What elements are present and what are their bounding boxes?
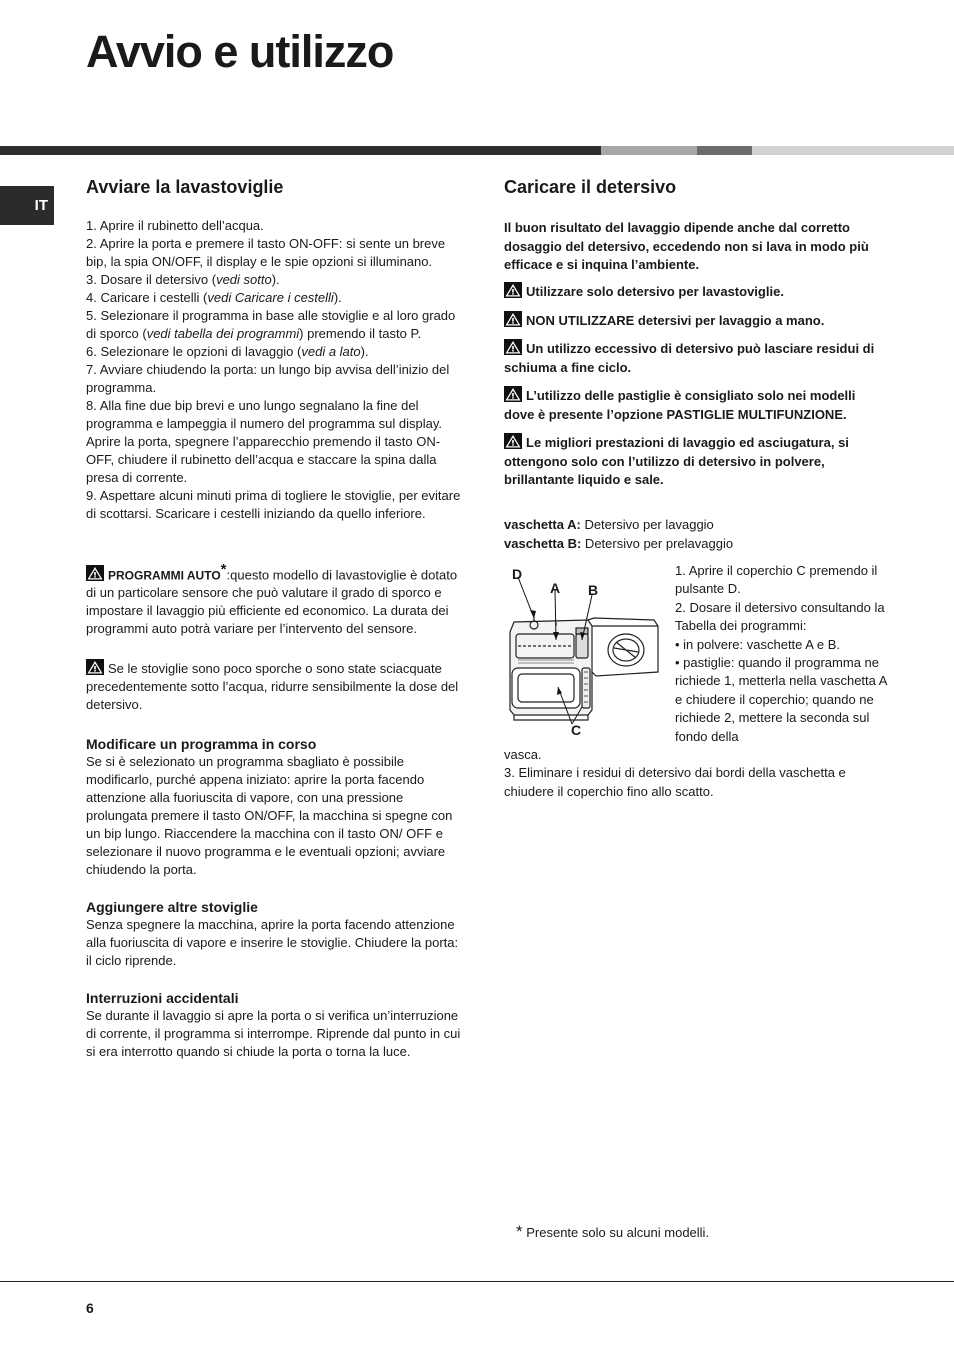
instruction-item: vasca. <box>504 747 542 762</box>
step-item: 4. Caricare i cestelli (vedi Caricare i cestelli). <box>86 290 342 305</box>
warning-list <box>504 282 879 490</box>
footnote: * Presente solo su alcuni modelli. <box>516 1222 710 1241</box>
dispenser-instructions-cont <box>504 746 884 801</box>
label-c: C <box>571 722 582 738</box>
step-item: 7. Avviare chiudendo la porta: un lungo bip avvisa dell’inizio del programma. <box>86 362 450 395</box>
start-steps <box>86 217 466 523</box>
page-title: Avvio e utilizzo <box>86 26 394 77</box>
modify-text: Se si è selezionato un programma sbagliato è possibile modificarlo, purché appena iniziato: aprire la porta facendo attenzione alla fuoriuscita di vapore, con una pressione prolungata premere il tasto ON/OFF, la macchina si spegne con un bip lungo. Riaccendere la macchina con il tasto ON/ OFF e selezionare il nuovo programma e le eventuali opzioni; avviare chiudendo la porta. <box>86 754 453 877</box>
header-bar-light <box>752 146 954 155</box>
header-bar-mid <box>601 146 697 155</box>
dirty-dishes-note: Se le stoviglie sono poco sporche o sono state sciacquate precedentemente sotto l’acqua, ridurre sensibilmente la dose del detersivo. <box>86 661 459 712</box>
start-heading: Avviare la lavastoviglie <box>86 177 284 197</box>
add-section <box>86 898 466 970</box>
instruction-item: • in polvere: vaschette A e B. <box>675 636 840 652</box>
warning-item: L’utilizzo delle pastiglie è consigliato solo nei modelli dove è presente l’opzione PASTIGLIE MULTIFUNZIONE. <box>504 388 856 422</box>
warning-icon <box>504 311 522 327</box>
add-text: Senza spegnere la macchina, aprire la porta facendo attenzione alla fuoriuscita di vapore e inserire le stoviglie. Chiudere la porta: il ciclo riprende. <box>86 917 459 968</box>
step-item: 6. Selezionare le opzioni di lavaggio (vedi a lato). <box>86 344 369 359</box>
step-item: 1. Aprire il rubinetto dell’acqua. <box>86 218 264 233</box>
detergent-heading: Caricare il detersivo <box>504 177 677 197</box>
label-b: B <box>588 582 599 598</box>
header-bar-dim <box>697 146 752 155</box>
dispenser-drawing <box>504 562 664 742</box>
compartment-legend: vaschetta A: Detersivo per lavaggio vaschetta B: Detersivo per prelavaggio <box>504 517 734 551</box>
instruction-item: 3. Eliminare i residui di detersivo dai bordi della vaschetta e chiudere il coperchio fino allo scatto. <box>504 765 846 799</box>
language-tab: IT <box>0 186 54 225</box>
dispenser-instructions <box>675 562 890 746</box>
warning-item: NON UTILIZZARE detersivi per lavaggio a mano. <box>504 311 879 331</box>
step-item: 5. Selezionare il programma in base alle stoviglie e al loro grado di sporco (vedi tabella dei programmi) premendo il tasto P. <box>86 308 456 341</box>
warning-icon <box>504 339 522 355</box>
label-a: A <box>550 580 561 596</box>
footer-rule <box>0 1281 954 1282</box>
page-number: 6 <box>86 1300 94 1316</box>
label-d: D <box>512 566 523 582</box>
header-bar-dark <box>0 146 601 155</box>
warning-item: Un utilizzo eccessivo di detersivo può lasciare residui di schiuma a fine ciclo. <box>504 341 875 375</box>
warning-item: Utilizzare solo detersivo per lavastoviglie. <box>504 282 879 302</box>
interrupt-text: Se durante il lavaggio si apre la porta o si verifica un’interruzione di corrente, il programma si interrompe. Riprende dal punto in cui si era interrotto quando si chiude la porta o torna la luce. <box>86 1008 461 1059</box>
warning-icon <box>86 659 104 675</box>
detergent-intro: Il buon risultato del lavaggio dipende anche dal corretto dosaggio del detersivo, eccedendo non si lava in modo più efficace e si inquina l’ambiente. <box>504 220 869 272</box>
interrupt-section <box>86 989 466 1061</box>
warning-icon <box>504 386 522 402</box>
step-item: 3. Dosare il detersivo (vedi sotto). <box>86 272 280 287</box>
add-title: Aggiungere altre stoviglie <box>86 899 258 915</box>
instruction-item: • pastiglie: quando il programma ne richiede 1, metterla nella vaschetta A e chiudere il coperchio; quando ne richiede 2, mettere la seconda sul fondo della <box>675 655 887 744</box>
step-item: 9. Aspettare alcuni minuti prima di togliere le stoviglie, per evitare di scottarsi. Scaricare i cestelli iniziando da quello inferiore. <box>86 488 461 521</box>
instruction-item: 2. Dosare il detersivo consultando la Tabella dei programmi: <box>675 599 885 634</box>
instruction-item: 1. Aprire il coperchio C premendo il pulsante D. <box>675 563 878 597</box>
interrupt-title: Interruzioni accidentali <box>86 990 239 1006</box>
step-item: 2. Aprire la porta e premere il tasto ON-OFF: si sente un breve bip, la spia ON/OFF, il display e le spie opzioni si illuminano. <box>86 236 446 269</box>
dispenser-diagram <box>504 562 664 742</box>
step-item: 8. Alla fine due bip brevi e uno lungo segnalano la fine del programma e lampeggia il numero del programma sul display. Aprire la porta, spegnere l’apparecchio premendo il tasto ON-OFF, chiudere il rubinetto dell’acqua e staccare la spina dalla presa di corrente. <box>86 398 442 485</box>
warning-icon <box>86 565 104 581</box>
warning-icon <box>504 282 522 298</box>
modify-title: Modificare un programma in corso <box>86 736 317 752</box>
warning-item: Le migliori prestazioni di lavaggio ed asciugatura, si ottengono solo con l’utilizzo di detersivo in polvere, brillantante liquido e sale. <box>504 435 849 487</box>
modify-section <box>86 735 466 879</box>
auto-programs-note: PROGRAMMI AUTO*:questo modello di lavastoviglie è dotato di un particolare sensore che può valutare il grado di sporco e impostare il lavaggio più efficiente ed economico. La durata dei programmi auto potrà variare per l’intervento del sensore. <box>86 561 458 637</box>
warning-icon <box>504 433 522 449</box>
